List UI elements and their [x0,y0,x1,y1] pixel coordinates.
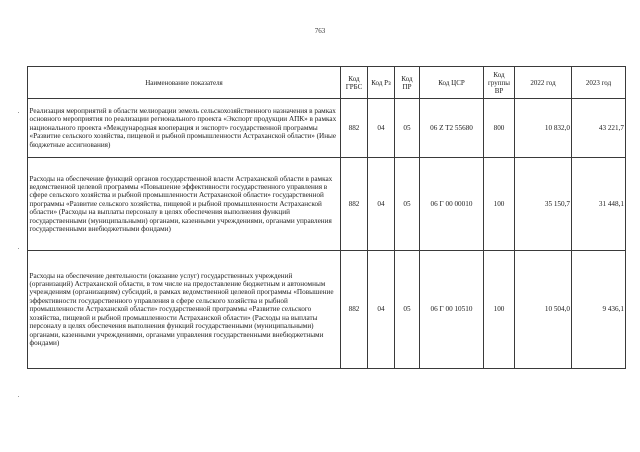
header-2023: 2023 год [572,67,626,99]
scan-speck [18,248,19,249]
row-csr: 06 Г 00 00010 [420,158,484,251]
table-row [28,251,626,369]
row-vr: 100 [484,251,515,369]
header-vr: Код группы ВР [484,67,515,99]
table-header-row [28,67,626,99]
row-rz: 04 [368,251,395,369]
row-vr: 100 [484,158,515,251]
row-csr: 06 Г 00 10510 [420,251,484,369]
row-grbs: 882 [341,158,368,251]
header-pr: Код ПР [395,67,420,99]
row-2022: 35 150,7 [515,158,572,251]
row-rz: 04 [368,158,395,251]
row-rz: 04 [368,99,395,158]
header-grbs: Код ГРБС [341,67,368,99]
row-name: Расходы на обеспечение деятельности (оказание услуг) государственных учреждений (организаций) Астраханской области, в том числе на предоставление бюджетным и автономным учреждениям (организациям) субсидий, в рамках ведомственной целевой программы «Повышение эффективности государственного управления в сфере сельского хозяйства и рыбной промышленности Астраханской области» государственной программы «Развитие сельского хозяйства, пищевой и рыбной промышленности Астраханской области» (Расходы на выплаты персоналу в целях обеспечения выполнения функций государственными (муниципальными) органами, казенными учреждениями, органами управления государственными внебюджетными фондами) [28,251,341,369]
row-name: Расходы на обеспечение функций органов государственной власти Астраханской области в рамках ведомственной целевой программы «Повышение эффективности государственного управления в сфере сельского хозяйства и рыбной промышленности Астраханской области» государственной программы «Развитие сельского хозяйства, пищевой и рыбной промышленности Астраханской области» (Расходы на выплаты персоналу в целях обеспечения выполнения функций государственными (муниципальными) органами, казенными учреждениями, органами управления государственными внебюджетными фондами) [28,158,341,251]
row-2023: 43 221,7 [572,99,626,158]
row-grbs: 882 [341,251,368,369]
header-2022: 2022 год [515,67,572,99]
page-number: 763 [314,27,326,35]
budget-table [27,66,626,369]
header-name: Наименование показателя [28,67,341,99]
row-vr: 800 [484,99,515,158]
row-grbs: 882 [341,99,368,158]
row-2022: 10 504,0 [515,251,572,369]
scan-speck [18,112,19,113]
row-pr: 05 [395,99,420,158]
row-csr: 06 Z T2 55680 [420,99,484,158]
scan-speck [18,396,19,397]
row-2023: 9 436,1 [572,251,626,369]
row-pr: 05 [395,158,420,251]
row-name: Реализация мероприятий в области мелиорации земель сельскохозяйственного назначения в рамках основного мероприятия по реализации регионального проекта «Экспорт продукции АПК» в рамках национального проекта «Международная кооперация и экспорт» государственной программы «Развитие сельского хозяйства, пищевой и рыбной промышленности Астраханской области» (Иные бюджетные ассигнования) [28,99,341,158]
table-row [28,158,626,251]
row-2023: 31 448,1 [572,158,626,251]
table-row [28,99,626,158]
row-2022: 10 832,0 [515,99,572,158]
header-csr: Код ЦСР [420,67,484,99]
header-rz: Код Рз [368,67,395,99]
row-pr: 05 [395,251,420,369]
